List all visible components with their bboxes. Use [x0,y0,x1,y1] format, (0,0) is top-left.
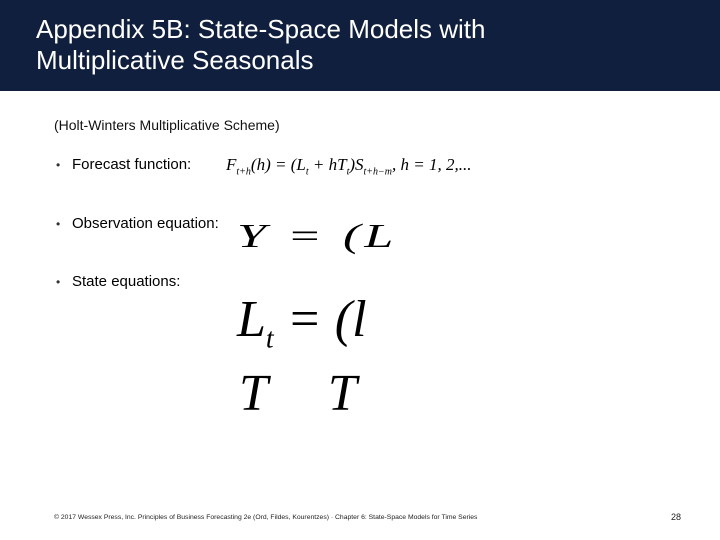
slide-subtitle: (Holt-Winters Multiplicative Scheme) [54,117,280,133]
state-equation-line-1 [237,290,367,355]
observation-equation-fragment: Y = (L [237,217,398,255]
slide-title-line-2: Multiplicative Seasonals [36,45,314,75]
slide-title [36,14,720,76]
eq-subscript: t+h [236,166,251,178]
footer-citation: © 2017 Wessex Press, Inc. Principles of Business Forecasting 2e (Ord, Fildes, Kourentzes) · Chapter 6: State-Space Models for Time Series [54,514,478,521]
eq-term: (h) = (L [250,155,306,174]
eq-subscript: t [265,323,274,355]
eq-subscript: t+h−m [363,166,393,178]
forecast-function-equation [226,148,536,182]
eq-term: F [226,155,237,174]
eq-term: = (l [273,291,367,348]
observation-equation-image [237,217,447,263]
bullet-observation-equation [56,215,219,232]
bullet-state-equations [56,273,180,290]
eq-term: + hT [308,155,347,174]
eq-term: )S [349,155,364,174]
bullet-label: State equations: [72,273,181,290]
eq-subscript: t [305,166,309,178]
eq-term: , h = 1, 2,... [392,155,472,174]
title-bar [0,0,720,91]
state-equation-line-2: TT [239,365,417,422]
bullet-label: Forecast function: [72,156,192,173]
bullet-forecast-function [56,156,191,173]
page-number: 28 [671,512,682,522]
state-equations-image [237,291,437,422]
slide-title-line-1: Appendix 5B: State-Space Models with [36,14,486,44]
bullet-label: Observation equation: [72,215,219,232]
bullet-dot-icon: • [56,216,61,231]
bullet-dot-icon: • [56,274,61,289]
eq-subscript: t [346,166,350,178]
eq-term: L [237,291,266,348]
bullet-dot-icon: • [56,157,61,172]
